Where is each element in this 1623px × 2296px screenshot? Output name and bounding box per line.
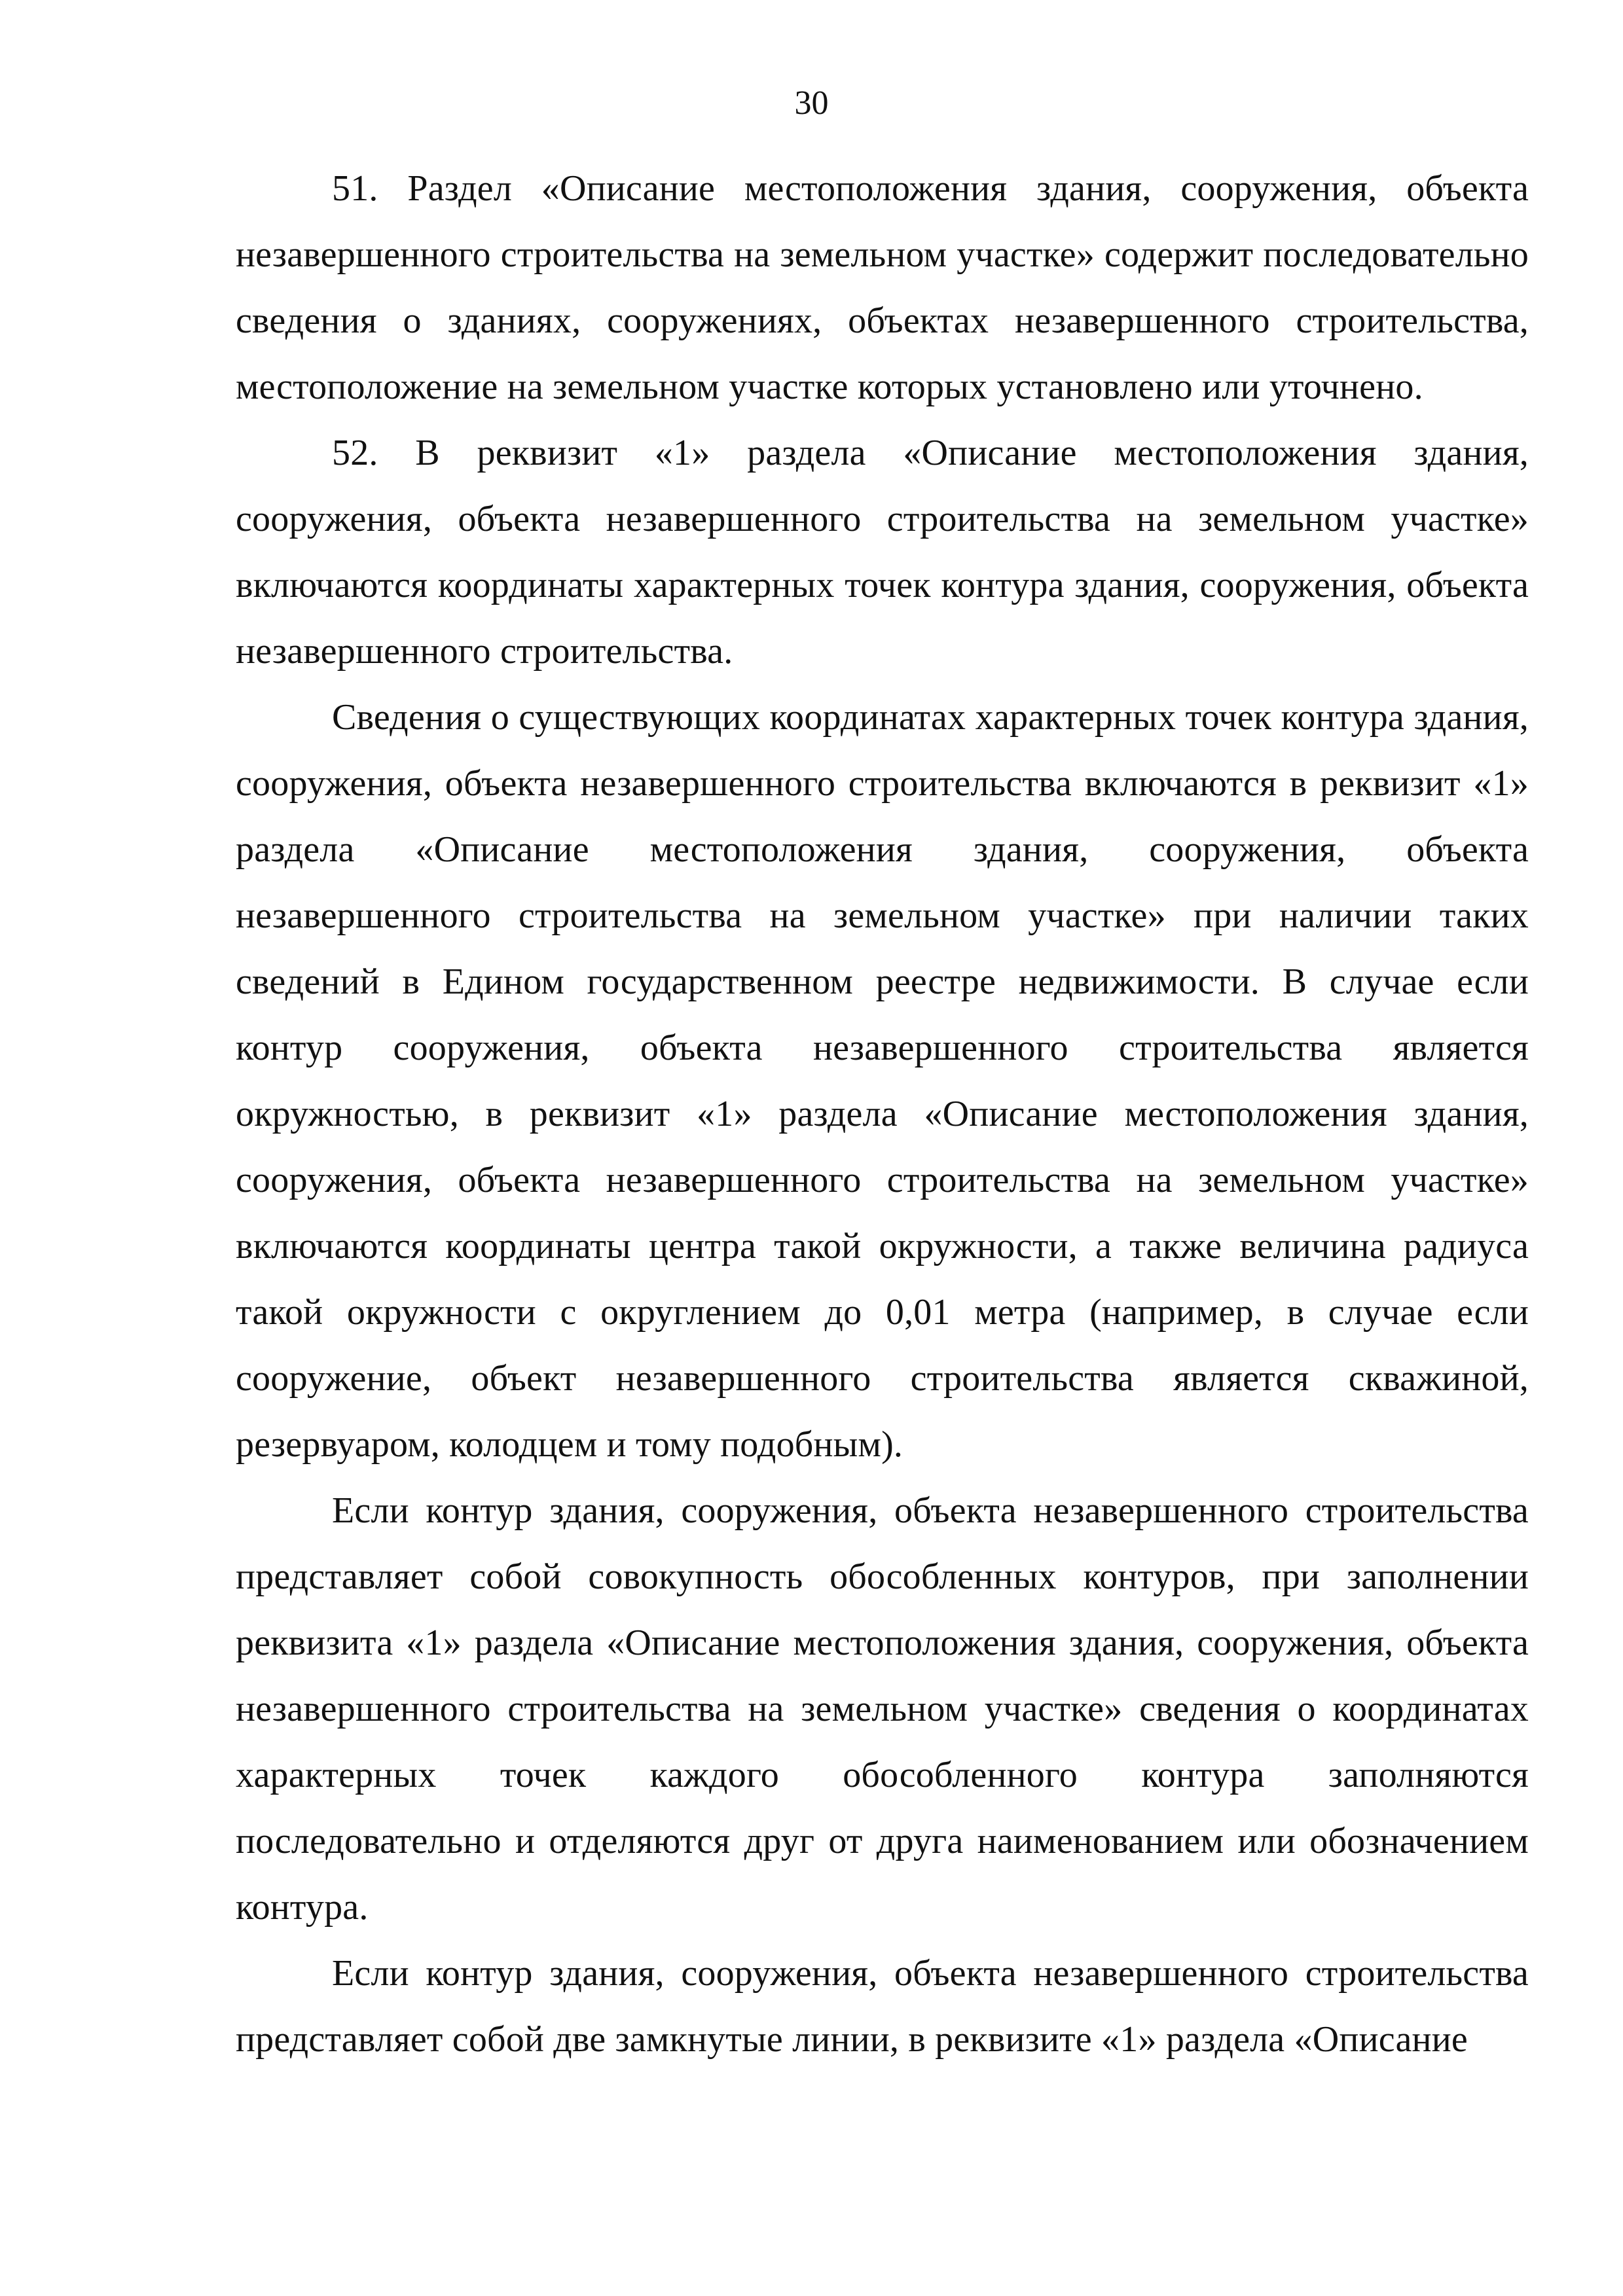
paragraph-two-closed-lines: Если контур здания, сооружения, объекта незавершенного строительства представляет собой две замкнутые линии, в реквизите «1» раздела «Описание xyxy=(236,1953,1529,2060)
paragraph-existing-coordinates: Сведения о существующих координатах характерных точек контура здания, сооружения, объекта незавершенного строительства включаются в реквизит «1» раздела «Описание местоположения здания, сооружения, объекта незавершенного строительства на земельном участке» при наличии таких сведений в Едином государственном реестре недвижимости. В случае если контур сооружения, объекта незавершенного строительства является окружностью, в реквизит «1» раздела «Описание местоположения здания, сооружения, объекта незавершенного строительства на земельном участке» включаются координаты центра такой окружности, а также величина радиуса такой окружности с округлением до 0,01 метра (например, в случае если сооружение, объект незавершенного строительства является скважиной, резервуаром, колодцем и тому подобным). xyxy=(236,697,1529,1465)
paragraph-separate-contours: Если контур здания, сооружения, объекта незавершенного строительства представляет собой совокупность обособленных контуров, при заполнении реквизита «1» раздела «Описание местоположения здания, сооружения, объекта незавершенного строительства на земельном участке» сведения о координатах характерных точек каждого обособленного контура заполняются последовательно и отделяются друг от друга наименованием или обозначением контура. xyxy=(236,1490,1529,1928)
page-number: 30 xyxy=(794,84,829,122)
paragraph-51: 51. Раздел «Описание местоположения здания, сооружения, объекта незавершенного строительства на земельном участке» содержит последовательно сведения о зданиях, сооружениях, объектах незавершенного строительства, местоположение на земельном участке которых установлено или уточнено. xyxy=(236,168,1529,407)
document-body xyxy=(236,156,1529,2073)
paragraph-52: 52. В реквизит «1» раздела «Описание местоположения здания, сооружения, объекта незавершенного строительства на земельном участке» включаются координаты характерных точек контура здания, сооружения, объекта незавершенного строительства. xyxy=(236,433,1529,672)
